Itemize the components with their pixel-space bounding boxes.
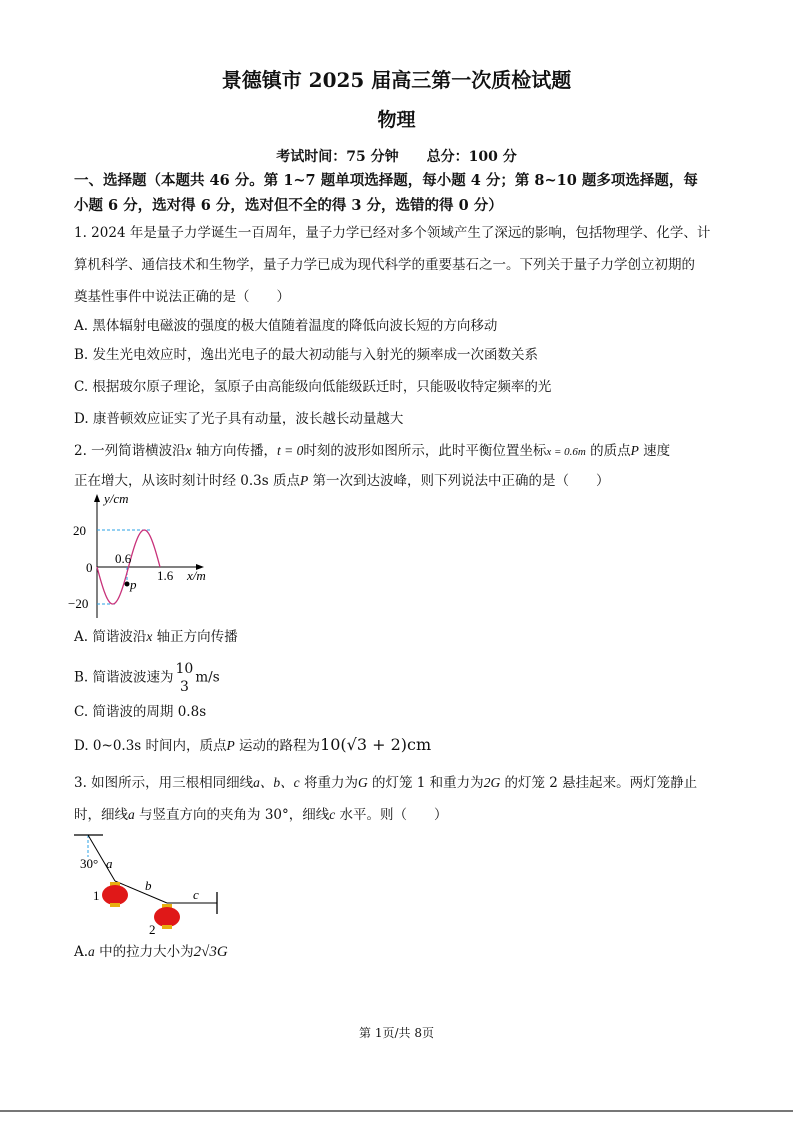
- lantern-figure: [60, 825, 260, 940]
- angle-label: 30°: [80, 856, 99, 871]
- q3-stem: 时，细线a 与竖直方向的夹角为 30°，细线c 水平。则（ ）: [74, 807, 448, 823]
- q2-stem: 2. 一列简谐横波沿x 轴方向传播，t = 0时刻的波形如图所示，此时平衡位置坐标x = 0.6m 的质点P 速度: [74, 443, 671, 459]
- q2-option-a: A. 简谐波沿x 轴正方向传播: [74, 629, 238, 645]
- q1-option-b: B. 发生光电效应时，逸出光电子的最大初动能与入射光的频率成一次函数关系: [74, 347, 539, 363]
- q1-option-d: D. 康普顿效应证实了光子具有动量，波长越长动量越大: [74, 411, 404, 427]
- lantern-2-label: 2: [149, 922, 156, 937]
- lantern-1-label: 1: [93, 888, 100, 903]
- exam-info: 考试时间：75 分钟 总分：100 分: [276, 149, 517, 165]
- wave-graph: [60, 490, 240, 620]
- tick-0: 0: [86, 560, 93, 575]
- bottom-rule: [0, 1110, 793, 1112]
- q2-option-d: D. 0~0.3s 时间内，质点P 运动的路程为10(√3 + 2)cm: [74, 735, 432, 754]
- label-b: b: [145, 878, 152, 893]
- q1-stem: 1. 2024 年是量子力学诞生一百周年，量子力学已经对多个领域产生了深远的影响，包括物理学、化学、计: [74, 225, 711, 241]
- fraction: 10 3: [175, 661, 194, 695]
- y-axis-label: y/cm: [104, 491, 129, 506]
- tick-0-6: 0.6: [115, 551, 132, 566]
- q3-option-a: A.a 中的拉力大小为2√3G: [74, 944, 228, 960]
- lantern-2: [154, 904, 180, 929]
- tick-1-6: 1.6: [157, 568, 174, 583]
- q1-option-a: A. 黑体辐射电磁波的强度的极大值随着温度的降低向波长短的方向移动: [74, 318, 498, 334]
- point-label: p: [130, 577, 137, 592]
- q2-option-c: C. 简谐波的周期 0.8s: [74, 704, 207, 720]
- q3-stem: 3. 如图所示，用三根相同细线a、b、c 将重力为G 的灯笼 1 和重力为2G 的灯笼 2 悬挂起来。两灯笼静止: [74, 775, 698, 791]
- label-a: a: [106, 856, 113, 871]
- exam-title: 景德镇市 2025 届高三第一次质检试题: [221, 68, 572, 92]
- label-c: c: [193, 887, 199, 902]
- tick-20: 20: [73, 523, 86, 538]
- formula: 2√3G: [193, 944, 228, 960]
- page-footer: 第 1页/共 8页: [359, 1026, 434, 1040]
- section-heading: 小题 6 分，选对得 6 分，选对但不全的得 3 分，选错的得 0 分）: [74, 197, 503, 214]
- q2-stem: 正在增大，从该时刻计时经 0.3s 质点P 第一次到达波峰，则下列说法中正确的是（ ）: [74, 473, 610, 489]
- q1-option-c: C. 根据玻尔原子理论，氢原子由高能级向低能级跃迁时，只能吸收特定频率的光: [74, 379, 552, 395]
- tick-neg20: −20: [68, 596, 89, 611]
- point-p: [125, 582, 130, 587]
- q1-stem: 算机科学、通信技术和生物学，量子力学已成为现代科学的重要基石之一。下列关于量子力学创立初期的: [74, 257, 695, 273]
- section-heading: 一、选择题（本题共 46 分。第 1~7 题单项选择题，每小题 4 分；第 8~10 题多项选择题，每: [74, 172, 698, 189]
- y-axis-arrow-icon: [94, 494, 100, 502]
- formula: 10(√3 + 2)cm: [320, 735, 432, 754]
- subject-title: 物理: [377, 109, 416, 131]
- lantern-1: [102, 882, 128, 907]
- q1-stem: 奠基性事件中说法正确的是（ ）: [74, 289, 290, 305]
- x-axis-label: x/m: [187, 568, 206, 583]
- q2-option-b: B. 简谐波波速为 10 3 m/s: [74, 661, 220, 695]
